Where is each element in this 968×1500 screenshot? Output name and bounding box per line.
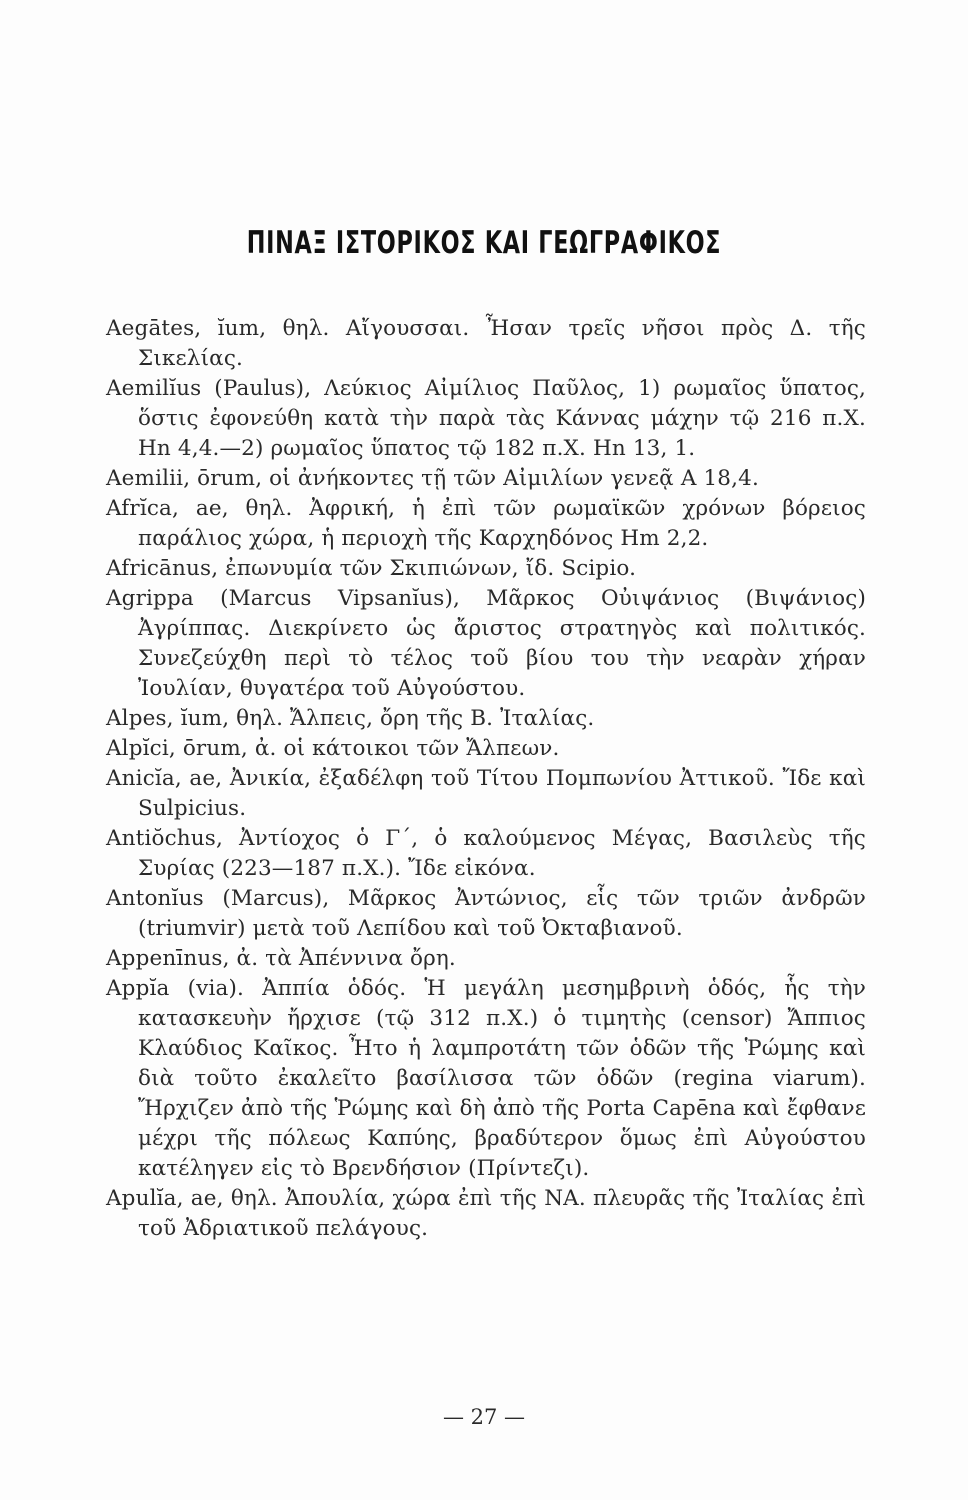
index-entry-anicia: Anicĭa, ae, Ἀνικία, ἐξαδέλφη τοῦ Τίτου Πομπωνίου Ἀττικοῦ. Ἴδε καὶ Sulpicius.	[106, 766, 866, 821]
index-entry-appia: Appĭa (via). Ἀππία ὁδός. Ἡ μεγάλη μεσημβρινὴ ὁδός, ἧς τὴν κατασκευὴν ἤρχισε (τῷ 312 π.Χ.) ὁ τιμητὴς (censor) Ἄππιος Κλαύδιος Καῖκος. Ἦτο ἡ λαμπροτάτη τῶν ὁδῶν τῆς Ῥώμης καὶ διὰ τοῦτο ἐκαλεῖτο βασίλισσα τῶν ὁδῶν (regina viarum). Ἤρχιζεν ἀπὸ τῆς Ῥώμης καὶ δὴ ἀπὸ τῆς Porta Capēna καὶ ἔφθανε μέχρι τῆς πόλεως Καπύης, βραδύτερον ὅμως ἐπὶ Αὐγούστου κατέληγεν εἰς τὸ Βρενδήσιον (Πρίντεζι).	[106, 976, 866, 1181]
index-entries	[106, 314, 866, 1244]
index-entry-apulia: Apulĭa, ae, θηλ. Ἀπουλία, χώρα ἐπὶ τῆς ΝΑ. πλευρᾶς τῆς Ἰταλίας ἐπὶ τοῦ Ἀδριατικοῦ πελάγους.	[106, 1186, 866, 1241]
index-entry-aemilii: Aemilii, ōrum, οἱ ἀνήκοντες τῇ τῶν Αἰμιλίων γενεᾷ Α 18,4.	[106, 466, 759, 491]
page-heading: ΠΙΝΑΞ ΙΣΤΟΡΙΚΟΣ ΚΑΙ ΓΕΩΓΡΑΦΙΚΟΣ	[246, 225, 722, 261]
index-entry-africanus: Africānus, ἐπωνυμία τῶν Σκιπιώνων, ἴδ. Scipio.	[106, 556, 637, 581]
index-entry-alpes: Alpes, ĭum, θηλ. Ἄλπεις, ὄρη τῆς Β. Ἰταλίας.	[106, 706, 595, 731]
index-entry-aegates: Aegātes, ĭum, θηλ. Αἴγουσσαι. Ἦσαν τρεῖς νῆσοι πρὸς Δ. τῆς Σικελίας.	[106, 316, 866, 371]
index-entry-africa: Afrĭca, ae, θηλ. Ἀφρική, ἡ ἐπὶ τῶν ρωμαϊκῶν χρόνων βόρειος παράλιος χώρα, ἡ περιοχὴ τῆς Καρχηδόνος Hm 2,2.	[106, 496, 866, 551]
index-entry-antiochus: Antiŏchus, Ἀντίοχος ὁ Γ΄, ὁ καλούμενος Μέγας, Βασιλεὺς τῆς Συρίας (223—187 π.Χ.). Ἴδε εἰκόνα.	[106, 826, 866, 881]
index-entry-antonius: Antonĭus (Marcus), Μᾶρκος Ἀντώνιος, εἷς τῶν τριῶν ἀνδρῶν (triumvir) μετὰ τοῦ Λεπίδου καὶ τοῦ Ὀκταβιανοῦ.	[106, 886, 866, 941]
index-entry-alpici: Alpĭci, ōrum, ἀ. οἱ κάτοικοι τῶν Ἄλπεων.	[106, 736, 560, 761]
index-entry-aemilius: Aemilĭus (Paulus), Λεύκιος Αἰμίλιος Παῦλος, 1) ρωμαῖος ὕπατος, ὅστις ἐφονεύθη κατὰ τὴν παρὰ τὰς Κάννας μάχην τῷ 216 π.Χ. Ηn 4,4.—2) ρωμαῖος ὕπατος τῷ 182 π.Χ. Ηn 13, 1.	[106, 376, 866, 461]
index-entry-agrippa: Agrippa (Marcus Vipsanĭus), Μᾶρκος Οὐιψάνιος (Βιψάνιος) Ἀγρίππας. Διεκρίνετο ὡς ἄριστος στρατηγὸς καὶ πολιτικός. Συνεζεύχθη περὶ τὸ τέλος τοῦ βίου του τὴν νεαρὰν χήραν Ἰουλίαν, θυγατέρα τοῦ Αὐγούστου.	[106, 586, 866, 701]
index-entry-appeninus: Appenīnus, ἀ. τὰ Ἀπέννινα ὄρη.	[106, 946, 456, 971]
page-number: — 27 —	[442, 1405, 526, 1429]
